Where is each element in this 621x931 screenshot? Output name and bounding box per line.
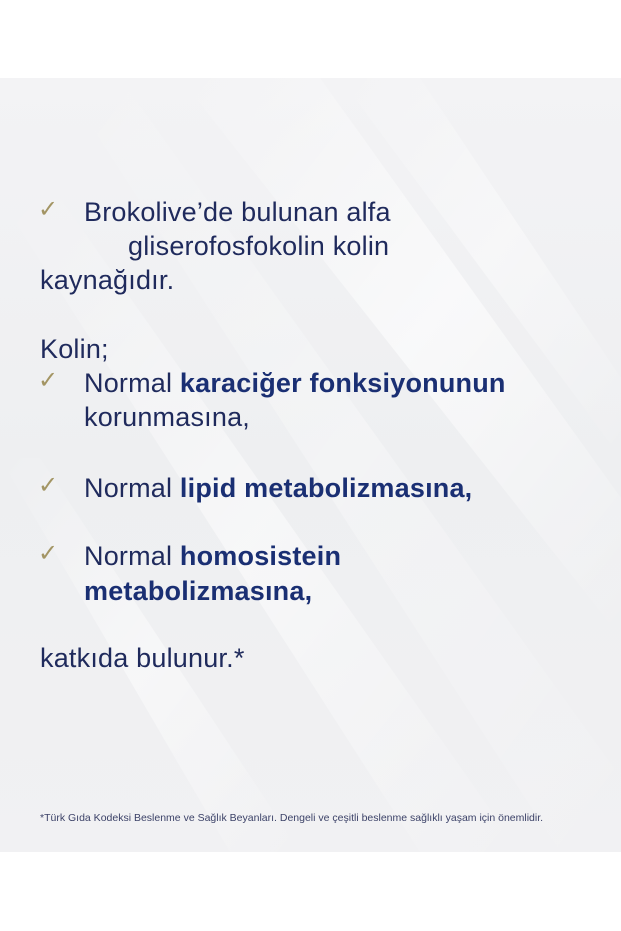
intro-line-1: Brokolive’de bulunan alfa (84, 197, 391, 227)
background-streaks (0, 78, 621, 852)
benefit-3-continuation (84, 575, 312, 607)
benefit-3 (84, 540, 341, 572)
kolin-heading: Kolin; (40, 334, 109, 364)
benefit-1-bold: karaciğer fonksiyonunun (179, 368, 506, 398)
check-icon: ✓ (38, 195, 59, 223)
closing-text: katkıda bulunur.* (40, 643, 245, 673)
benefit-1-normal: Normal (84, 368, 173, 398)
intro-line-3: kaynağıdır. (40, 265, 175, 295)
footnote: *Türk Gıda Kodeksi Beslenme ve Sağlık Beyanları. Dengeli ve çeşitli beslenme sağlıklı yaşam için önemlidir. (40, 812, 544, 824)
content-panel (0, 78, 621, 852)
benefit-2-bold: lipid metabolizmasına, (179, 473, 473, 503)
benefit-3-bold-cont: metabolizmasına, (84, 576, 313, 606)
benefit-2 (84, 472, 472, 504)
check-icon: ✓ (38, 471, 59, 499)
benefit-1 (84, 367, 506, 399)
check-icon: ✓ (38, 366, 59, 394)
benefit-2-normal: Normal (84, 473, 173, 503)
check-icon: ✓ (38, 539, 59, 567)
benefit-1-continuation: korunmasına, (84, 402, 250, 432)
benefit-3-bold: homosistein (179, 541, 342, 571)
intro-line-2: gliserofosfokolin kolin (128, 231, 390, 261)
benefit-3-normal: Normal (84, 541, 173, 571)
